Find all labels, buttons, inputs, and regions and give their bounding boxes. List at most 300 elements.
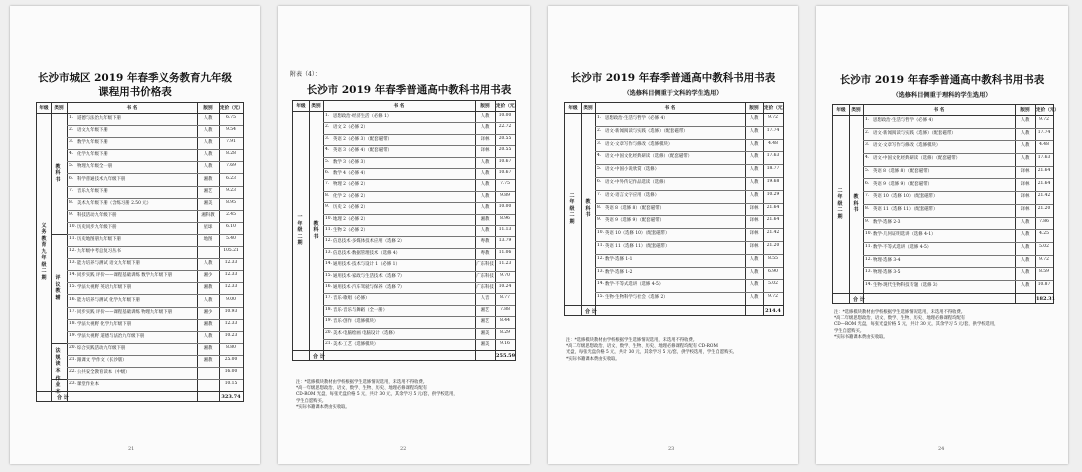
publisher: 译林 xyxy=(749,244,759,249)
price: 8.77 xyxy=(500,295,510,301)
row-number: 7. xyxy=(597,191,602,197)
page-21 xyxy=(10,6,260,464)
publisher: 湘教 xyxy=(203,345,213,351)
column-header: 年级 xyxy=(836,108,846,113)
book-title: 数学 4（必修 4） xyxy=(333,171,368,176)
book-title: 语文·中国文化经典研读（选修）（配套磁带） xyxy=(605,154,693,160)
note-line: 学生自愿购买。 xyxy=(834,328,865,334)
price: 4.25 xyxy=(1039,231,1049,237)
book-title: 同步实践 评价——课程基础训练 数学九年级下册 xyxy=(77,273,172,279)
table-row xyxy=(595,190,783,204)
book-table xyxy=(292,100,519,361)
book-title: 英语 8（选修 8）（配套磁带） xyxy=(873,168,932,174)
page-title-line2: 课程用书价格表 xyxy=(98,86,172,98)
price: 25.00 xyxy=(224,357,238,362)
price: 8.59 xyxy=(1039,269,1049,275)
book-title: 化学 2（必修 2） xyxy=(333,193,368,199)
book-title: 思想政治·经济生活（必修 1） xyxy=(333,114,392,119)
publisher: 译林 xyxy=(749,205,759,211)
total-row xyxy=(565,305,783,316)
column-header: 书 名 xyxy=(126,106,138,111)
book-table xyxy=(832,104,1059,304)
page-number: 22 xyxy=(400,446,407,452)
publisher: 湘美 xyxy=(203,200,213,206)
row-number: 13. xyxy=(325,249,332,255)
row-number: 15. xyxy=(69,284,76,290)
publisher: 广东科技 xyxy=(476,262,494,268)
book-title: 数学 3（必修 3） xyxy=(333,159,368,165)
price: 17.63 xyxy=(1037,155,1051,161)
row-number: 9. xyxy=(325,204,330,210)
grade-label: 二年级二期 xyxy=(837,187,843,220)
book-title: 数学·几何证明选讲（选修 4-1） xyxy=(873,232,936,238)
book-title: 数学九年级下册 xyxy=(77,140,108,146)
publisher: 人教 xyxy=(749,180,759,185)
table-row xyxy=(863,128,1053,142)
total-value: 182.31 xyxy=(1036,295,1056,302)
row-number: 3. xyxy=(69,139,74,145)
book-title: 数学·选修 1-2 xyxy=(605,269,633,275)
row-number: 1. xyxy=(865,117,870,122)
book-title: 语文·中国小说欣赏（选修） xyxy=(605,167,660,173)
book-title: 数学·选修 1-1 xyxy=(605,256,633,262)
row-number: 2. xyxy=(865,129,870,135)
price: 21.42 xyxy=(766,230,780,236)
book-title: 语文·新闻阅读与实践（选修）（配套磁带） xyxy=(605,128,688,134)
category-label: 评议教辅 xyxy=(55,275,61,301)
price: 12.33 xyxy=(224,260,238,266)
column-header: 类别 xyxy=(851,108,861,113)
column-header: 定价（元） xyxy=(496,104,519,109)
book-title: 综合实践活动九年级下册 xyxy=(77,345,126,351)
publisher: 译林 xyxy=(1020,181,1030,187)
price: 9.23 xyxy=(226,187,236,193)
book-title: 九年级中考总复习丛书 xyxy=(77,249,121,255)
publisher: 译林 xyxy=(480,148,490,154)
publisher: 人教 xyxy=(480,159,490,165)
book-title: 语文·中外传记作品选读（选修） xyxy=(605,180,668,185)
column-divider xyxy=(849,105,850,303)
row-number: 7. xyxy=(325,181,330,187)
grade-label: 一年级二期 xyxy=(297,214,303,247)
total-label: 合 计 xyxy=(585,309,597,315)
book-title: 美术·工艺（选修模块） xyxy=(333,342,379,347)
price: 16.00 xyxy=(224,369,238,375)
publisher: 人教 xyxy=(749,116,759,121)
book-title: 英语 3（必修 4）（配套磁带） xyxy=(333,148,392,154)
price: 10.24 xyxy=(498,284,512,289)
publisher: 译林 xyxy=(1020,206,1030,212)
book-title: 学法大视野 道德与法治九年级下册 xyxy=(77,333,145,339)
page-subtitle: （选修科目侧重于文科的学生选用） xyxy=(623,90,723,97)
book-title: 公共安全教育读本（中级） xyxy=(77,370,130,376)
column-header: 类别 xyxy=(583,106,593,111)
publisher: 人教 xyxy=(1020,156,1030,162)
publisher: 人教 xyxy=(749,256,759,262)
row-number: 13. xyxy=(597,268,604,274)
price: 20.55 xyxy=(498,135,512,141)
price: 9.72 xyxy=(768,115,778,120)
book-title: 历史同步九年级下册 xyxy=(77,224,117,230)
publisher: 人教 xyxy=(1020,270,1030,276)
book-title: 语文·文章写作与修改（选修模块） xyxy=(873,143,941,149)
book-title: 英语 8（选修 8）（配套磁带） xyxy=(605,205,664,211)
price: 8.55 xyxy=(768,255,778,261)
publisher: 湘艺 xyxy=(203,188,213,194)
book-title: 学法大视野 英语九年级下册 xyxy=(77,285,132,291)
total-label: 合 计 xyxy=(853,296,865,303)
row-number: 10. xyxy=(69,223,76,229)
row-number: 19. xyxy=(325,318,332,324)
note-line: 注：*选修模块教材由学校根据学生选修情况选用，未选用不得收费。 xyxy=(834,310,966,315)
table-row xyxy=(863,115,1053,129)
total-label: 合 计 xyxy=(313,354,325,361)
column-header: 定价（元） xyxy=(220,106,243,111)
column-header: 版别 xyxy=(749,106,759,111)
column-divider xyxy=(309,101,310,360)
publisher: 人教 xyxy=(749,282,759,288)
book-title: 英语 10（选修 10）（配套磁带） xyxy=(605,231,670,237)
price: 18.77 xyxy=(766,166,780,172)
price: 8.95 xyxy=(226,199,236,205)
publisher: 星球 xyxy=(203,224,213,230)
price: 20.55 xyxy=(498,147,512,153)
publisher: 湘教 xyxy=(203,176,213,182)
total-row xyxy=(293,350,515,361)
book-title: 英语 9（选修 9）（配套磁带） xyxy=(873,181,932,187)
price: 5.02 xyxy=(768,281,778,287)
category-label: 教科书 xyxy=(55,163,61,183)
notes xyxy=(296,380,458,411)
table-row xyxy=(863,191,1053,205)
publisher: 人教 xyxy=(203,297,213,303)
column-header: 定价（元） xyxy=(764,106,787,111)
price: 13.79 xyxy=(498,238,512,244)
table-row xyxy=(863,267,1053,281)
publisher: 人教 xyxy=(203,164,213,170)
table-row xyxy=(863,166,1053,180)
page-title: 长沙市 2019 年春季普通高中教科书用书表 xyxy=(570,72,776,84)
book-title: 英语 9（选修 9）（配套磁带） xyxy=(605,218,664,224)
book-title: 语文·新闻阅读与实践（选修）（配套磁带） xyxy=(873,130,956,136)
row-number: 19. xyxy=(69,332,76,338)
category-label: 教科书 xyxy=(853,194,859,214)
row-number: 12. xyxy=(325,238,332,244)
price: 2.45 xyxy=(226,211,236,217)
book-title: 跟课文 学作文（长沙版） xyxy=(77,358,127,363)
row-number: 9. xyxy=(69,211,74,217)
table-row xyxy=(595,241,783,255)
publisher: 湘教 xyxy=(203,321,213,327)
publisher: 湘艺 xyxy=(480,307,490,313)
row-number: 8. xyxy=(69,199,74,205)
row-number: 5. xyxy=(69,163,74,169)
price: 6.75 xyxy=(226,115,236,120)
price: 21.42 xyxy=(1037,193,1051,199)
table-row xyxy=(595,113,783,127)
book-title: 音乐·音乐与舞蹈（全一册） xyxy=(333,307,388,313)
price: 10.00 xyxy=(498,113,512,118)
price: 9.72 xyxy=(1039,117,1049,122)
table-row xyxy=(595,279,783,293)
table-row xyxy=(595,139,783,153)
publisher: 人教 xyxy=(203,140,213,146)
price: 17.74 xyxy=(1037,129,1051,135)
row-number: 7. xyxy=(69,187,74,193)
price: 12.33 xyxy=(224,272,238,278)
publisher: 人教 xyxy=(480,125,490,131)
row-number: 6. xyxy=(69,175,74,181)
table-row xyxy=(595,203,783,217)
row-number: 10. xyxy=(597,230,604,236)
book-title: 课堂作业本 xyxy=(77,382,99,388)
page-number: 23 xyxy=(668,446,675,452)
row-number: 2. xyxy=(69,127,74,133)
row-number: 10. xyxy=(865,231,872,237)
table-row xyxy=(595,151,783,165)
row-number: 6. xyxy=(325,170,330,175)
book-title: 物理·选修 3-4 xyxy=(873,257,901,263)
row-number: 9. xyxy=(865,218,870,224)
book-title: 历史地图册九年级下册 xyxy=(77,237,121,242)
table-row xyxy=(863,217,1053,231)
category-divider xyxy=(51,234,67,235)
price: 7.69 xyxy=(226,163,236,169)
table-row xyxy=(595,215,783,229)
column-header: 类别 xyxy=(311,104,321,109)
row-number: 6. xyxy=(597,179,602,184)
publisher: 粤教 xyxy=(480,239,490,245)
price: 9.70 xyxy=(500,272,510,278)
book-title: 信息技术·多媒体技术应用（选修 2） xyxy=(333,239,405,245)
row-number: 5. xyxy=(325,158,330,164)
table-row xyxy=(863,153,1053,167)
table-row xyxy=(595,228,783,242)
book-title: 科学普通技术九年级下册 xyxy=(77,176,126,182)
row-number: 12. xyxy=(865,256,872,262)
book-title: 同步实践 评价——课程基础训练 物理九年级下册 xyxy=(77,309,172,315)
note-line: 注：*选修模块教材由学校根据学生选修情况选用，未选用不得收费。 xyxy=(566,338,698,343)
row-number: 17. xyxy=(325,295,332,301)
publisher: 译林 xyxy=(1020,168,1030,174)
column-header: 版别 xyxy=(203,106,213,111)
publisher: 人教 xyxy=(1020,219,1030,225)
price: 9.72 xyxy=(1039,256,1049,262)
price: 21.20 xyxy=(1037,205,1051,211)
row-number: 10. xyxy=(325,215,332,221)
publisher: 湘教 xyxy=(203,285,213,291)
price: 7.75 xyxy=(500,181,510,187)
price: 9.54 xyxy=(226,127,236,133)
price: 7.88 xyxy=(500,306,510,312)
publisher: 湘美 xyxy=(480,342,490,347)
publisher: 湘艺 xyxy=(480,319,490,325)
book-title: 语文 2（必修 2） xyxy=(333,125,368,131)
row-number: 16. xyxy=(325,284,332,289)
note-line: CD—ROM 光盘，每张光盘价格 5 元，共计 30 元，其余学习 5 元/套，供学校选用， xyxy=(834,322,999,328)
row-number: 2. xyxy=(325,124,330,130)
book-title: 语文·文章写作与修改（选修模块） xyxy=(605,141,673,147)
price: 105.21 xyxy=(223,248,239,254)
column-header: 定价（元） xyxy=(1036,108,1059,113)
table-row xyxy=(595,126,783,140)
page-number: 24 xyxy=(938,446,945,452)
book-title: 数学·不等式选讲（选修 4-5） xyxy=(873,245,932,250)
column-header: 书 名 xyxy=(664,106,676,111)
total-value: 214.4 xyxy=(765,308,781,314)
book-title: 英语 11（选修 11）（配套磁带） xyxy=(873,206,938,212)
column-header: 书 名 xyxy=(933,108,945,113)
book-title: 生物·现代生物科技专题（选修 3） xyxy=(873,283,941,289)
row-number: 22. xyxy=(69,369,76,375)
book-title: 美术九年级下册（含练习册 2.50 元） xyxy=(77,200,152,206)
row-number: 1. xyxy=(325,113,330,118)
book-title: 能力培养与测试 语文九年级下册 xyxy=(77,261,140,267)
note-line: *实际书籍课本费由实收取。 xyxy=(834,334,888,340)
column-header: 年级 xyxy=(296,104,306,109)
book-title: 英语 10（选修 10）（配套磁带） xyxy=(873,194,938,200)
row-number: 15. xyxy=(325,272,332,278)
row-number: 11. xyxy=(865,244,872,249)
publisher: 译林 xyxy=(1020,194,1030,200)
book-title: 数学·选修 2-3 xyxy=(873,219,901,225)
price: 9.00 xyxy=(226,296,236,302)
publisher: 人教 xyxy=(480,171,490,176)
publisher: 人教 xyxy=(749,141,759,147)
publisher: 人教 xyxy=(480,182,490,188)
column-header: 年级 xyxy=(39,106,49,111)
book-title: 通用技术·家政与生活技术（选修 7） xyxy=(333,273,405,279)
publisher: 粤教 xyxy=(480,250,490,256)
row-number: 1. xyxy=(69,115,74,120)
grade-label: 二年级二期 xyxy=(569,192,575,225)
table-row xyxy=(595,267,783,281)
total-value: 323.74 xyxy=(221,394,241,401)
price: 8.28 xyxy=(226,151,236,157)
book-title: 英语 11（选修 11）（配套磁带） xyxy=(605,244,670,249)
row-number: 14. xyxy=(597,281,604,287)
row-number: 21. xyxy=(325,341,332,346)
publisher: 人教 xyxy=(480,205,490,211)
page-23 xyxy=(548,6,798,464)
row-number: 4. xyxy=(865,155,870,161)
book-title: 语文·语言文字应用（选修） xyxy=(605,192,660,198)
price: 11.06 xyxy=(498,249,512,255)
book-title: 语文九年级下册 xyxy=(77,128,108,134)
price: 19.68 xyxy=(766,179,780,184)
book-title: 数学·不等式选讲（选修 4-5） xyxy=(605,282,664,288)
book-title: 地理 2（必修 2） xyxy=(333,216,368,222)
row-number: 23. xyxy=(69,381,76,387)
price: 21.64 xyxy=(766,204,780,210)
category-label: 教科书 xyxy=(585,199,591,219)
table-row xyxy=(595,254,783,268)
price: 7.86 xyxy=(1039,218,1049,224)
row-number: 13. xyxy=(865,269,872,275)
price: 12.33 xyxy=(224,284,238,290)
book-title: 物理九年级全一册 xyxy=(77,164,113,170)
price: 6.90 xyxy=(768,268,778,274)
row-number: 4. xyxy=(69,151,74,157)
price: 11.13 xyxy=(498,227,512,232)
row-number: 1. xyxy=(597,115,602,120)
price: 17.74 xyxy=(766,127,780,133)
note-line: *高一年级思想政治、语文、数学、生物、历史、地理必修课程均配有 xyxy=(296,386,428,392)
price: 10.93 xyxy=(224,308,238,314)
total-value: 255.59 xyxy=(496,353,516,360)
category-divider xyxy=(51,343,67,344)
row-number: 11. xyxy=(325,227,332,232)
table-row xyxy=(863,280,1053,294)
row-number: 18. xyxy=(325,306,332,312)
row-number: 13. xyxy=(69,260,76,266)
price: 10.67 xyxy=(498,158,512,164)
book-title: 思想政治·生活与哲学（必修 4） xyxy=(873,118,936,123)
price: 8.29 xyxy=(500,329,510,335)
row-number: 18. xyxy=(69,320,76,326)
price: 5.02 xyxy=(1039,244,1049,249)
note-line: 学生自愿购买。 xyxy=(296,398,327,404)
row-number: 14. xyxy=(865,282,872,288)
book-title: 科技活动九年级下册 xyxy=(77,212,117,218)
book-title: 物理·选修 3-5 xyxy=(873,270,901,276)
book-table xyxy=(564,102,787,316)
publisher: 人教 xyxy=(1020,118,1030,123)
publisher: 湘美 xyxy=(480,330,490,336)
grade-label: 义务教育九年级二期 xyxy=(41,222,47,281)
page-number: 21 xyxy=(128,446,135,452)
price: 10.87 xyxy=(1037,282,1051,288)
price: 5.40 xyxy=(226,236,236,241)
table-row xyxy=(595,164,783,178)
column-header: 书 名 xyxy=(393,104,405,109)
price: 12.33 xyxy=(224,320,238,326)
price: 10.23 xyxy=(224,332,238,338)
price: 4.48 xyxy=(1039,142,1049,148)
column-header: 版别 xyxy=(480,104,490,109)
price: 10.67 xyxy=(498,170,512,175)
price: 22.72 xyxy=(498,124,512,130)
price: 6.23 xyxy=(226,175,236,181)
page-title: 长沙市 2019 年春季普通高中教科书用书表 xyxy=(839,74,1045,86)
publisher: 广东科技 xyxy=(476,285,494,290)
book-title: 音乐·歌唱（必修） xyxy=(333,296,370,302)
row-number: 16. xyxy=(69,296,76,302)
row-number: 12. xyxy=(69,248,76,254)
row-number: 3. xyxy=(597,140,602,146)
publisher: 人教 xyxy=(203,128,213,134)
publisher: 湘少 xyxy=(203,273,213,279)
price: 9.16 xyxy=(500,341,510,346)
table-row xyxy=(595,292,783,306)
row-number: 5. xyxy=(865,167,870,173)
notes xyxy=(834,310,998,341)
publisher: 人音 xyxy=(480,296,490,302)
price: 8.96 xyxy=(500,215,510,221)
table-row xyxy=(863,204,1053,218)
table-row xyxy=(863,179,1053,193)
publisher: 人教 xyxy=(203,333,213,339)
row-number: 17. xyxy=(69,308,76,314)
row-number: 2. xyxy=(597,127,602,133)
row-number: 14. xyxy=(325,261,332,267)
publisher: 湘教 xyxy=(480,216,490,222)
table-row xyxy=(863,242,1053,256)
price: 10.29 xyxy=(766,191,780,197)
price: 4.48 xyxy=(768,140,778,146)
category-label: 法规读本 xyxy=(55,348,61,374)
book-title: 语文·中国文化经典研读（选修）（配套磁带） xyxy=(873,156,961,162)
